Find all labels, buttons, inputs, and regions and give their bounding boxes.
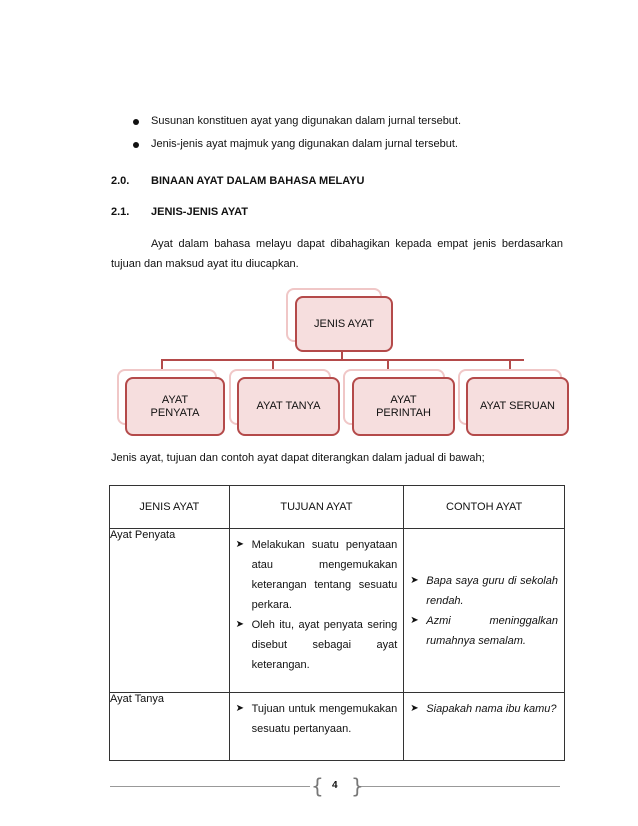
- list-item: ➤ Bapa saya guru di sekolah rendah.: [410, 571, 558, 611]
- row-label: Ayat Penyata: [110, 529, 230, 693]
- table-row: [110, 529, 565, 693]
- row-label: Ayat Tanya: [110, 693, 230, 761]
- table-header-row: [110, 486, 565, 529]
- right-brace-icon: }: [351, 774, 364, 798]
- table-caption: Jenis ayat, tujuan dan contoh ayat dapat diterangkan dalam jadual di bawah;: [111, 452, 485, 464]
- arrow-bullet-icon: ➤: [410, 614, 419, 626]
- bullet-list: [133, 110, 461, 156]
- root-node: JENIS AYAT: [295, 296, 393, 352]
- child-node-perintah: AYAT PERINTAH: [352, 377, 455, 436]
- table-row: [110, 693, 565, 761]
- subsection-heading: 2.1. JENIS-JENIS AYAT: [111, 206, 249, 218]
- child-node-seruan: AYAT SERUAN: [466, 377, 569, 436]
- page-number: 4: [332, 780, 338, 791]
- list-item: Susunan konstituen ayat yang digunakan dalam jurnal tersebut.: [133, 110, 461, 133]
- list-item: ➤ Oleh itu, ayat penyata sering disebut sebagai ayat keterangan.: [236, 615, 398, 675]
- arrow-bullet-icon: ➤: [235, 703, 245, 714]
- arrow-bullet-icon: ➤: [410, 574, 419, 586]
- purpose-cell: [229, 693, 404, 761]
- list-item: ➤ Azmi meninggalkan rumahnya semalam.: [410, 611, 558, 651]
- example-cell: [404, 529, 565, 693]
- list-item: ➤ Melakukan suatu penyataan atau mengemukakan keterangan tentang sesuatu perkara.: [236, 535, 398, 615]
- sentence-types-table: [109, 485, 565, 761]
- bullet-dot-icon: [133, 142, 139, 148]
- column-header: JENIS AYAT: [110, 486, 230, 529]
- list-item: Jenis-jenis ayat majmuk yang digunakan dalam jurnal tersebut.: [133, 133, 461, 156]
- example-cell: [404, 693, 565, 761]
- list-item: ➤ Tujuan untuk mengemukakan sesuatu pertanyaan.: [236, 699, 398, 739]
- arrow-bullet-icon: ➤: [235, 619, 245, 630]
- body-paragraph: Ayat dalam bahasa melayu dapat dibahagikan kepada empat jenis berdasarkan tujuan dan maksud ayat itu diucapkan.: [111, 238, 563, 270]
- arrow-bullet-icon: ➤: [235, 539, 245, 550]
- bullet-dot-icon: [133, 119, 139, 125]
- purpose-cell: [229, 529, 404, 693]
- list-item: ➤ Siapakah nama ibu kamu?: [410, 699, 558, 719]
- child-node-tanya: AYAT TANYA: [237, 377, 340, 436]
- footer-rule: [360, 786, 560, 787]
- column-header: TUJUAN AYAT: [229, 486, 404, 529]
- left-brace-icon: {: [311, 774, 324, 798]
- footer-rule: [110, 786, 310, 787]
- arrow-bullet-icon: ➤: [410, 703, 419, 714]
- child-node-penyata: AYAT PENYATA: [125, 377, 225, 436]
- column-header: CONTOH AYAT: [404, 486, 565, 529]
- section-heading: 2.0. BINAAN AYAT DALAM BAHASA MELAYU: [111, 175, 365, 187]
